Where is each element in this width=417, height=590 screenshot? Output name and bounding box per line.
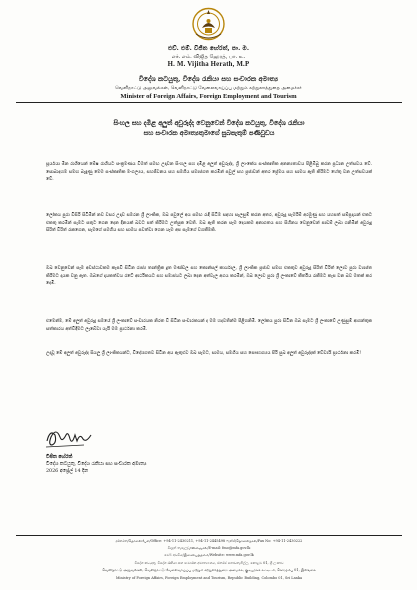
footer-phone-fax: දුරකථන/தொலைபேசி/Office: +94-11-2430211, +94-11-2445498 ෆැක්ස්/தொலைநகல்/Fax No: +94-11-2430222 [115, 539, 303, 543]
footer-address-sinhala: විදේශ කටයුතු, විදේශ රැකියා සහ සංචාරක අමාත්‍යාංශය, ජනරජ ගොඩනැගිල්ල, කොළඹ 01, ශ්‍රී ලංකාව [134, 561, 284, 565]
footer-website: වෙබ් අඩවිය/இணையத்தளம்/Website: www.mfa.gov.lk [164, 553, 254, 557]
body-paragraph-1: සූර්යයා මීන රාශියෙන් මේෂ රාශියට සංක්‍රමණය වීමත් සමඟ උදාවන සිංහල සහ දමිළ අලුත් අවුරුද්ද, ශ්‍රී ලාංකේය සංස්කෘතික අනන්‍යතාවය පිළිඹිබු කරන ප්‍රධාන උත්සවය වේ. සොබාදහම සමඟ බැඳුණු මෙම සංස්කෘතික මංගල්‍යය, සහජීවනය සහ සමගිය සමාජගත කරමින් පවුල් සහ ප්‍රජාවන් අතර ප්‍රේමය සහ සාමය ඇති කිරීමට හේතු වන උත්සවයක් වේ. [46, 162, 372, 183]
footer-address-english: Ministry of Foreign Affairs, Foreign Employment and Tourism, Republic Building, Colombo 01, Sri Lanka [115, 576, 303, 580]
message-title [46, 118, 372, 138]
body-paragraph-4: එමෙන්ම, මේ අලුත් අවුරුදු සමයේ ශ්‍රී ලංකාවේ සංචාරයක නිරත වී සිටින සංචාරකයන් ද මම හදවතින්ම පිළිගනිමි. ලෝකය පුරා සිටින ඔබ සැමට ශ්‍රී ලංකාවේ උණුසුම් ආගන්තුක සත්කාරය අත්විඳීමට ලැබේවා යැයි මම ප්‍රාර්ථනා කරමි. [46, 319, 372, 332]
letter-date: 2026 අප්‍රේල් 14 දින [46, 469, 89, 474]
handwritten-signature [44, 423, 96, 451]
footer-email: විද්‍යුත් තැපෑල/மின்னஞ்சல்/E-mail: fmo@mfa.gov.lk [167, 546, 251, 550]
message-title-line-1: සිංහල සහ දමිළ අලුත් අවුරුද්ද වෙනුවෙන් විදේශ කටයුතු, විදේශ රැකියා [113, 119, 305, 127]
ministry-title-english: Minister of Foreign Affairs, Foreign Employment and Tourism [120, 93, 297, 100]
minister-name-english: H. M. Vijitha Herath, M.P [167, 61, 250, 68]
signatory-role: විදේශ කටයුතු, විදේශ රැකියා සහ සංචාරක අමාත්‍ය [46, 462, 147, 467]
footer-address-tamil: வெளிநாட்டு அலுவல்கள், வெளிநாட்டு வேலைவாய்ப்பு மற்றும் சுற்றுலாத்துறை அமைச்சு, குடியரசுக் கட்டிடம், கொழும்பு 01, இலங்கை [102, 568, 316, 572]
message-title-line-2: සහ සංචාරක අමාත්‍යතුමාගේ සුබපැතුම් පණිවුඩය [143, 129, 275, 137]
ministry-title-tamil: வெளிநாட்டு அலுவல்கள், வெளிநாட்டு வேலைவாய்ப்பு மற்றும் சுற்றுலாத்துறை அமைச்சர் [115, 86, 302, 91]
minister-name-sinhala: එච්. එම්. විජිත හේරත්, පා. ම. [168, 45, 249, 52]
body-paragraph-5: උදාවූ මේ අලුත් අවුරුද්ද සියලු ශ්‍රී ලාංකිකයන්ට, විදේශගතව සිටින අය ඇතුළුව ඔබ සැමට, සාමය, සමගිය සහ සෞභාග්‍යය පිරී සුබ අලුත් අවුරුද්දක් වේවායි ප්‍රාර්ථනා කරමි! [46, 351, 362, 356]
footer-divider [16, 535, 402, 536]
national-emblem-icon [192, 6, 225, 42]
body-paragraph-3: ඔබ වෙනුවෙන් සෑම අවස්ථාවකම කැපවී සිටින රාජ්‍ය තාන්ත්‍රික දූත මණ්ඩල සහ කොන්සල් කාර්යාල, ශ්‍රී ලාංකික ප්‍රජාව සමඟ එකතුව අවුරුදු සිරිත් විරිත් ලොව පුරා ව්‍යාප්ත කිරීමට දායක වනු ඇත. ඔබගේ දායකත්වය රටේ ආර්ථිකයට සහ සමාජයට ලබා දෙන අත්වැල අගය කරමින්, ඔබ ලොව පුරා ශ්‍රී ලංකාවේ කීර්තිය රැකීමට කැප වන බව මතක් කර දෙමි. [46, 266, 372, 287]
header-divider [16, 102, 402, 103]
signatory-name: විජිත හේරත් [46, 454, 73, 460]
ministry-title-sinhala: විදේශ කටයුතු, විදේශ රැකියා සහ සංචාරක අමාත්‍ය [138, 75, 279, 83]
body-paragraph-2: ලෝකය පුරා විසිරී සිටිමින් නව වසර උදාව සමරන ශ්‍රී ලාංකික, ඔබ පවුලේ අය සමඟ රැඳී සිටීම සඳහා සැලසුම් කරන අතර, අවුරුදු සැමරීම් අරමුණු සහ යහපත් සම්ප්‍රදායන් එකට එකතු කරමින් සැමට සතුට ගෙන දෙන දිනයක් බවට පත් කිරීමට උත්සුක වෙති. ඔබ ඇති කරන සෑම දෙයකම අනාගතය සහ සිහිනය වෙනුවෙන් පාඩම් ලබා ගනිමින් අවුරුදු සිරිත් විරිත් රැකගෙන, සැමගේ සමගිය සහ සාමය පවත්වා ගෙන යෑම අප සැමගේ වගකීමකි. [46, 213, 372, 234]
minister-name-tamil: எச். எம். விஜித ஹேரத், பா. உ. [171, 54, 246, 60]
